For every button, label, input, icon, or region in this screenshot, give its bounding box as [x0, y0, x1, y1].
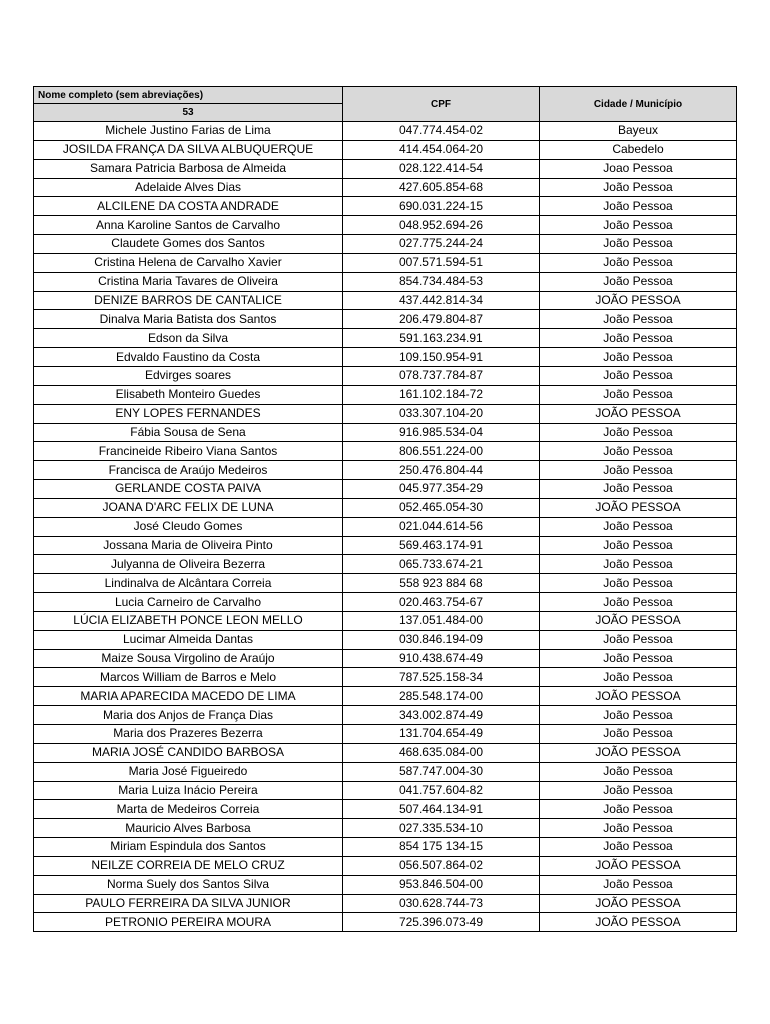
cell-nome: Maize Sousa Virgolino de Araújo	[34, 649, 343, 668]
table-row	[34, 762, 737, 781]
cell-cidade: Joao Pessoa	[540, 159, 737, 178]
cell-cpf: 427.605.854-68	[343, 178, 540, 197]
cell-cpf: 052.465.054-30	[343, 498, 540, 517]
cell-cidade: João Pessoa	[540, 423, 737, 442]
table-row	[34, 743, 737, 762]
cell-cidade: João Pessoa	[540, 536, 737, 555]
cell-nome: Edvaldo Faustino da Costa	[34, 348, 343, 367]
cell-cpf: 065.733.674-21	[343, 555, 540, 574]
cell-cidade: João Pessoa	[540, 235, 737, 254]
column-header-cidade: Cidade / Município	[540, 87, 737, 122]
cell-nome: Mauricio Alves Barbosa	[34, 819, 343, 838]
cell-cpf: 437.442.814-34	[343, 291, 540, 310]
cell-cpf: 021.044.614-56	[343, 517, 540, 536]
table-row	[34, 480, 737, 499]
cell-cidade: João Pessoa	[540, 649, 737, 668]
table-row	[34, 178, 737, 197]
cell-cidade: João Pessoa	[540, 819, 737, 838]
cell-cidade: João Pessoa	[540, 593, 737, 612]
cell-nome: LÚCIA ELIZABETH PONCE LEON MELLO	[34, 611, 343, 630]
cell-cpf: 078.737.784-87	[343, 366, 540, 385]
cell-cpf: 591.163.234.91	[343, 329, 540, 348]
table-row	[34, 687, 737, 706]
cell-cpf: 250.476.804-44	[343, 461, 540, 480]
table-row	[34, 913, 737, 932]
table-row	[34, 348, 737, 367]
table-row	[34, 649, 737, 668]
cell-nome: Maria Luiza Inácio Pereira	[34, 781, 343, 800]
cell-cpf: 045.977.354-29	[343, 480, 540, 499]
table-row	[34, 781, 737, 800]
table-row	[34, 593, 737, 612]
cell-cpf: 206.479.804-87	[343, 310, 540, 329]
table-row	[34, 272, 737, 291]
cell-cidade: JOÃO PESSOA	[540, 856, 737, 875]
table-row	[34, 819, 737, 838]
cell-nome: Michele Justino Farias de Lima	[34, 122, 343, 141]
cell-cidade: João Pessoa	[540, 838, 737, 857]
cell-cpf: 916.985.534-04	[343, 423, 540, 442]
table-row	[34, 875, 737, 894]
cell-cpf: 020.463.754-67	[343, 593, 540, 612]
cell-cpf: 690.031.224-15	[343, 197, 540, 216]
cell-cidade: João Pessoa	[540, 348, 737, 367]
cell-cidade: JOÃO PESSOA	[540, 404, 737, 423]
cell-nome: Lindinalva de Alcântara Correia	[34, 574, 343, 593]
cell-cpf: 007.571.594-51	[343, 253, 540, 272]
cell-nome: Francineide Ribeiro Viana Santos	[34, 442, 343, 461]
cell-cpf: 910.438.674-49	[343, 649, 540, 668]
participants-table	[33, 86, 737, 932]
table-row	[34, 423, 737, 442]
cell-cpf: 161.102.184-72	[343, 385, 540, 404]
cell-nome: Jossana Maria de Oliveira Pinto	[34, 536, 343, 555]
table-row	[34, 498, 737, 517]
cell-cpf: 027.335.534-10	[343, 819, 540, 838]
cell-nome: MARIA JOSÉ CANDIDO BARBOSA	[34, 743, 343, 762]
cell-cpf: 048.952.694-26	[343, 216, 540, 235]
table-row	[34, 574, 737, 593]
cell-cpf: 047.774.454-02	[343, 122, 540, 141]
cell-cpf: 056.507.864-02	[343, 856, 540, 875]
cell-nome: Maria dos Anjos de França Dias	[34, 706, 343, 725]
table-row	[34, 668, 737, 687]
cell-cidade: João Pessoa	[540, 480, 737, 499]
cell-nome: ENY LOPES FERNANDES	[34, 404, 343, 423]
cell-nome: Samara Patricia Barbosa de Almeida	[34, 159, 343, 178]
cell-nome: Elisabeth Monteiro Guedes	[34, 385, 343, 404]
cell-nome: Maria dos Prazeres Bezerra	[34, 725, 343, 744]
cell-cpf: 725.396.073-49	[343, 913, 540, 932]
table-row	[34, 461, 737, 480]
cell-nome: GERLANDE COSTA PAIVA	[34, 480, 343, 499]
cell-cidade: João Pessoa	[540, 272, 737, 291]
cell-cpf: 414.454.064-20	[343, 140, 540, 159]
table-row	[34, 140, 737, 159]
cell-cidade: João Pessoa	[540, 461, 737, 480]
cell-cidade: João Pessoa	[540, 329, 737, 348]
cell-nome: Marta de Medeiros Correia	[34, 800, 343, 819]
cell-nome: Adelaide Alves Dias	[34, 178, 343, 197]
cell-cpf: 558 923 884 68	[343, 574, 540, 593]
cell-cpf: 285.548.174-00	[343, 687, 540, 706]
cell-nome: ALCILENE DA COSTA ANDRADE	[34, 197, 343, 216]
table-body	[34, 122, 737, 932]
cell-nome: Norma Suely dos Santos Silva	[34, 875, 343, 894]
cell-cpf: 033.307.104-20	[343, 404, 540, 423]
cell-cpf: 030.846.194-09	[343, 630, 540, 649]
cell-nome: PAULO FERREIRA DA SILVA JUNIOR	[34, 894, 343, 913]
cell-cpf: 131.704.654-49	[343, 725, 540, 744]
cell-cidade: JOÃO PESSOA	[540, 687, 737, 706]
table-row	[34, 404, 737, 423]
cell-cidade: João Pessoa	[540, 366, 737, 385]
column-header-cpf: CPF	[343, 87, 540, 122]
cell-cidade: JOÃO PESSOA	[540, 913, 737, 932]
cell-cidade: João Pessoa	[540, 706, 737, 725]
cell-cpf: 569.463.174-91	[343, 536, 540, 555]
cell-nome: Fábia Sousa de Sena	[34, 423, 343, 442]
table-row	[34, 856, 737, 875]
cell-nome: JOANA D'ARC FELIX DE LUNA	[34, 498, 343, 517]
table-row	[34, 235, 737, 254]
cell-cidade: João Pessoa	[540, 197, 737, 216]
cell-cidade: João Pessoa	[540, 178, 737, 197]
cell-cidade: JOÃO PESSOA	[540, 498, 737, 517]
cell-cidade: JOÃO PESSOA	[540, 894, 737, 913]
column-header-nome: Nome completo (sem abreviações)	[34, 87, 343, 104]
cell-nome: Lucia Carneiro de Carvalho	[34, 593, 343, 612]
cell-cidade: João Pessoa	[540, 574, 737, 593]
table-row	[34, 253, 737, 272]
cell-cidade: João Pessoa	[540, 630, 737, 649]
cell-cpf: 030.628.744-73	[343, 894, 540, 913]
table-row	[34, 216, 737, 235]
cell-nome: PETRONIO PEREIRA MOURA	[34, 913, 343, 932]
cell-cpf: 028.122.414-54	[343, 159, 540, 178]
cell-cpf: 468.635.084-00	[343, 743, 540, 762]
cell-nome: Maria José Figueiredo	[34, 762, 343, 781]
cell-cidade: JOÃO PESSOA	[540, 743, 737, 762]
cell-cpf: 854 175 134-15	[343, 838, 540, 857]
table-row	[34, 536, 737, 555]
cell-nome: Julyanna de Oliveira Bezerra	[34, 555, 343, 574]
cell-nome: JOSILDA FRANÇA DA SILVA ALBUQUERQUE	[34, 140, 343, 159]
table-header	[34, 87, 737, 122]
cell-cpf: 109.150.954-91	[343, 348, 540, 367]
cell-cidade: João Pessoa	[540, 668, 737, 687]
cell-cidade: João Pessoa	[540, 310, 737, 329]
cell-cidade: João Pessoa	[540, 216, 737, 235]
cell-cidade: João Pessoa	[540, 385, 737, 404]
cell-cidade: João Pessoa	[540, 875, 737, 894]
cell-nome: Claudete Gomes dos Santos	[34, 235, 343, 254]
cell-nome: MARIA APARECIDA MACEDO DE LIMA	[34, 687, 343, 706]
cell-nome: Marcos William de Barros e Melo	[34, 668, 343, 687]
cell-cpf: 587.747.004-30	[343, 762, 540, 781]
cell-nome: Edson da Silva	[34, 329, 343, 348]
table-row	[34, 894, 737, 913]
table-row	[34, 159, 737, 178]
table-row	[34, 329, 737, 348]
table-row	[34, 442, 737, 461]
table-row	[34, 385, 737, 404]
cell-cpf: 806.551.224-00	[343, 442, 540, 461]
table-row	[34, 517, 737, 536]
cell-cpf: 953.846.504-00	[343, 875, 540, 894]
table-row	[34, 366, 737, 385]
cell-cpf: 787.525.158-34	[343, 668, 540, 687]
cell-nome: Dinalva Maria Batista dos Santos	[34, 310, 343, 329]
cell-cidade: João Pessoa	[540, 555, 737, 574]
table-row	[34, 555, 737, 574]
cell-cpf: 343.002.874-49	[343, 706, 540, 725]
cell-cpf: 041.757.604-82	[343, 781, 540, 800]
table-row	[34, 800, 737, 819]
cell-cpf: 137.051.484-00	[343, 611, 540, 630]
table-row	[34, 630, 737, 649]
cell-cidade: Cabedelo	[540, 140, 737, 159]
table-row	[34, 838, 737, 857]
cell-nome: José Cleudo Gomes	[34, 517, 343, 536]
cell-cidade: João Pessoa	[540, 253, 737, 272]
table-row	[34, 725, 737, 744]
table-row	[34, 291, 737, 310]
table-row	[34, 197, 737, 216]
cell-nome: Cristina Helena de Carvalho Xavier	[34, 253, 343, 272]
cell-nome: Francisca de Araújo Medeiros	[34, 461, 343, 480]
cell-nome: NEILZE CORREIA DE MELO CRUZ	[34, 856, 343, 875]
total-count: 53	[34, 104, 343, 122]
table-row	[34, 611, 737, 630]
cell-cpf: 027.775.244-24	[343, 235, 540, 254]
cell-nome: Lucimar Almeida Dantas	[34, 630, 343, 649]
cell-cidade: João Pessoa	[540, 762, 737, 781]
table-row	[34, 310, 737, 329]
table-row	[34, 706, 737, 725]
cell-cidade: João Pessoa	[540, 800, 737, 819]
cell-nome: DENIZE BARROS DE CANTALICE	[34, 291, 343, 310]
table-row	[34, 122, 737, 141]
cell-cidade: JOÃO PESSOA	[540, 611, 737, 630]
cell-cidade: João Pessoa	[540, 781, 737, 800]
cell-cidade: Bayeux	[540, 122, 737, 141]
cell-cidade: João Pessoa	[540, 517, 737, 536]
cell-nome: Edvirges soares	[34, 366, 343, 385]
cell-cidade: João Pessoa	[540, 442, 737, 461]
cell-nome: Cristina Maria Tavares de Oliveira	[34, 272, 343, 291]
cell-cidade: JOÃO PESSOA	[540, 291, 737, 310]
cell-cpf: 854.734.484-53	[343, 272, 540, 291]
cell-cpf: 507.464.134-91	[343, 800, 540, 819]
cell-nome: Miriam Espindula dos Santos	[34, 838, 343, 857]
cell-nome: Anna Karoline Santos de Carvalho	[34, 216, 343, 235]
cell-cidade: João Pessoa	[540, 725, 737, 744]
